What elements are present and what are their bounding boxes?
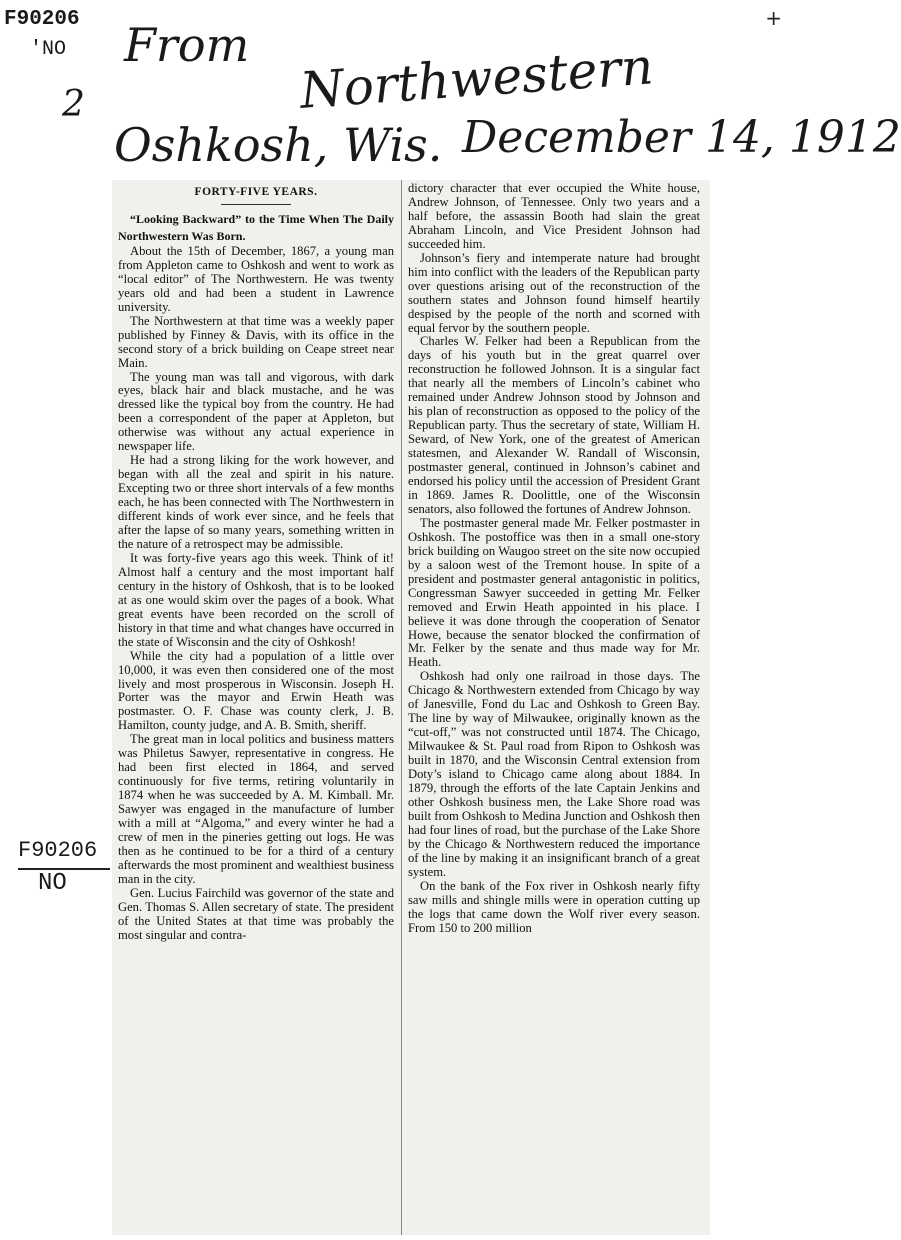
headline-rule bbox=[221, 204, 291, 205]
paragraph: Charles W. Felker had been a Republican from the days of his youth but in the great quarrel over reconstruction he followed Johnson. It is a singular fact that nearly all the members of Lincoln’s cabinet who remained under Andrew Johnson stood by Johnson and his plan of reconstruction as opposed to the policy of the Republican party. Thus the secretary of state, William H. Seward, of New York, one of the greatest of American statesmen, and Alexander W. Randall of Wisconsin, postmaster general, continued in Johnson’s cabinet and endorsed his policy until the accession of President Grant in 1869. James R. Doolittle, one of the Wisconsin senators, also followed the fortunes of Andrew Johnson. bbox=[408, 334, 700, 516]
paragraph: While the city had a population of a little over 10,000, it was even then considered one of the most lively and most prosperous in Wisconsin. Joseph H. Porter was the mayor and Erwin Heath was postmaster. O. F. Chase was county clerk, J. B. Hamilton, county judge, and A. B. Smith, sheriff. bbox=[118, 648, 394, 733]
paragraph: The great man in local politics and business matters was Philetus Sawyer, representative in congress. He had been first elected in 1864, and served continuously for five terms, retiring voluntarily in 1874 when he was succeeded by A. M. Kimball. Mr. Sawyer was engaged in the manufacture of lumber with a mill at “Algoma,” and every winter he had a crew of men in the pineries getting out logs. He was then as he continued to be for a third of a century afterwards the most prominent and wealthiest business man in the city. bbox=[118, 732, 394, 886]
article-column-right bbox=[408, 182, 700, 935]
handwritten-date: December 14, 1912 bbox=[462, 112, 901, 163]
paragraph: On the bank of the Fox river in Oshkosh nearly fifty saw mills and shingle mills were in operation cutting up the logs that came down the Wolf river every season. From 150 to 200 million bbox=[408, 878, 700, 935]
article-headline: FORTY-FIVE YEARS. bbox=[194, 186, 318, 198]
paragraph: Johnson’s fiery and intemperate nature had brought him into conflict with the leaders of the Republican party over questions arising out of the reconstruction of the southern states and Johnson found himself heartily despised by the people of the north and scorned with equal fervor by the southern people. bbox=[408, 250, 700, 335]
article-subhead: “Looking Backward” to the Time When The Daily Northwestern Was Born. bbox=[118, 211, 394, 243]
paragraph: It was forty-five years ago this week. Think of it! Almost half a century and the most important half century in the history of Oshkosh, that is to be looked at as one would skim over the pages of a book. What great events have been recorded on the scroll of history in that time and what changes have occurred in the state of Wisconsin and the city of Oshkosh! bbox=[118, 550, 394, 649]
paragraph: The postmaster general made Mr. Felker postmaster in Oshkosh. The postoffice was then in a small one-story brick building on Waugoo street on the site now occupied by a saloon west of the Tremont house. In spite of a president and postmaster general antagonistic in politics, Congressman Sawyer succeeded in getting Mr. Felker removed and Erwin Heath appointed in his place. I believe it was done through the cooperation of Senator Howe, because the senator blocked the confirmation of Mr. Felker by the senate and thus made way for Mr. Heath. bbox=[408, 515, 700, 670]
stamp-no: 'NO bbox=[30, 38, 67, 61]
side-no: NO bbox=[38, 870, 67, 897]
plus-mark: + bbox=[765, 6, 782, 30]
paragraph: dictory character that ever occupied the White house, Andrew Johnson, of Tennessee. Only two years and a half before, the assassin Booth had slain the great Abraham Lincoln, and Vice President Johnson had succeeded him. bbox=[408, 181, 700, 251]
paragraph: The Northwestern at that time was a weekly paper published by Finney & Davis, with its office in the second story of a brick building on Ceape street near Main. bbox=[118, 313, 394, 370]
handwritten-place: Oshkosh, Wis. bbox=[114, 118, 443, 172]
paragraph: About the 15th of December, 1867, a young man from Appleton came to Oshkosh and went to work as “local editor” of The Northwestern. He was twenty years old and had been a student in Lawrence university. bbox=[118, 243, 394, 314]
paragraph: He had a strong liking for the work however, and began with all the zeal and spirit in his nature. Excepting two or three short intervals of a few months each, he has been connected with The Northwestern in different kinds of work ever since, and he feels that after the lapse of so many years, something written in the nature of a retrospect may be admissible. bbox=[118, 453, 394, 551]
handwritten-paper-name: Northwestern bbox=[298, 37, 656, 120]
column-rule bbox=[401, 180, 402, 1235]
article-column-left bbox=[118, 186, 394, 943]
handwritten-from: From bbox=[124, 18, 250, 72]
paragraph: Gen. Lucius Fairchild was governor of the state and Gen. Thomas S. Allen secretary of state. The president of the United States at that time was probably the most singular and contra- bbox=[118, 885, 394, 942]
stamp-top: F90206 bbox=[4, 8, 80, 31]
side-identifier: F90206 bbox=[18, 838, 98, 863]
newspaper-clipping bbox=[112, 180, 710, 1235]
handwritten-number: 2 bbox=[62, 84, 85, 125]
paragraph: Oshkosh had only one railroad in those days. The Chicago & Northwestern extended from Chicago by way of Janesville, Fond du Lac and Oshkosh to Green Bay. The line by way of Milwaukee, originally known as the “cut-off,” was not constructed until 1874. The Chicago, Milwaukee & St. Paul road from Ripon to Oshkosh was built in 1870, and the Wisconsin Central extension from Doty’s island to Chicago came along about 1884. In 1879, through the efforts of the late Captain Jenkins and other Oshkosh business men, the Lake Shore road was built from Oshkosh to Medina Junction and Oshkosh then had four lines of road, but the purchase of the Lake Shore by the Chicago & Northwestern reduced the importance of the line by making it an insignificant branch of a great system. bbox=[408, 669, 700, 879]
paragraph: The young man was tall and vigorous, with dark eyes, black hair and black mustache, and he was dressed like the typical boy from the country. He had been a correspondent of the paper at Appleton, but otherwise was without any actual experience in newspaper life. bbox=[118, 369, 394, 454]
